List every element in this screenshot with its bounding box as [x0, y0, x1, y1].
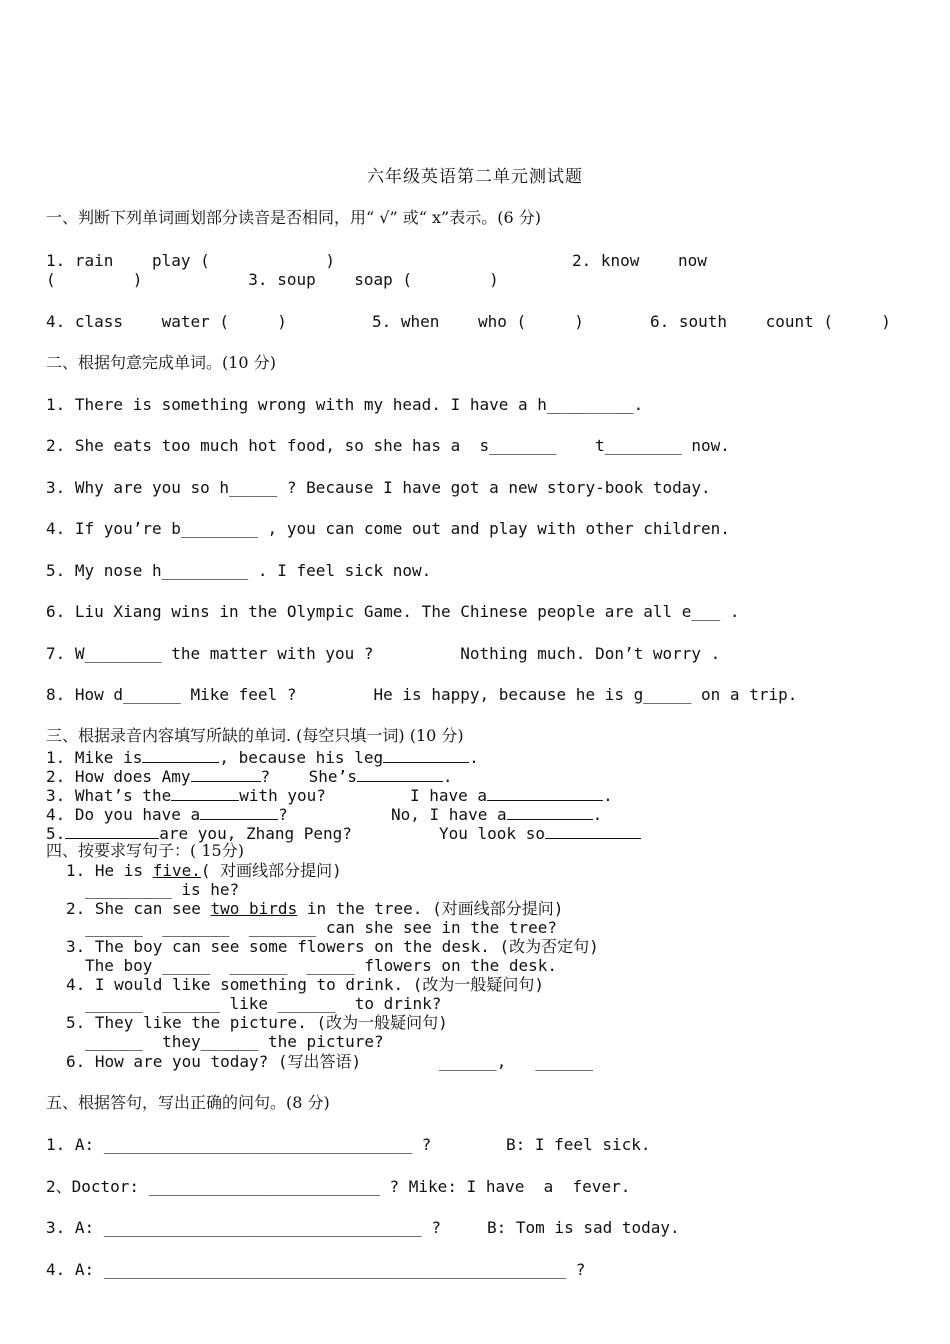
s3-l2-blank-2: [357, 765, 443, 782]
s4-answer-1: _________ is he?: [85, 880, 240, 899]
s4-question-2: [66, 899, 563, 919]
s3-l4-text-d: .: [592, 805, 603, 824]
s3-l4-text-b: ?: [278, 805, 288, 824]
s4-answer-3: The boy _____ ______ _____ flowers on the desk.: [85, 956, 558, 975]
s4-question-5: 5. They like the picture. (改为一般疑问句): [66, 1013, 448, 1032]
s3-l4-text-c: No, I have a: [391, 805, 507, 824]
s4-answer-6: ______, ______: [439, 1052, 594, 1071]
s3-l3-text-d: .: [603, 786, 613, 805]
s5-answer-1: B: I feel sick.: [506, 1135, 651, 1154]
s3-l3-text-a: 3. What’s the: [46, 786, 172, 805]
s3-l4-blank-1: [200, 803, 278, 820]
s2-question-5: 5. My nose h_________ . I feel sick now.: [46, 561, 432, 580]
s3-l3-text-c: I have a: [410, 786, 488, 805]
s3-l3-text-b: with you?: [239, 786, 326, 805]
section-1-heading: 一、判断下列单词画划部分读音是否相同，用“ √” 或“ x”表示。(6 分): [46, 208, 541, 227]
s3-l2-blank-1: [191, 765, 261, 782]
section-3-heading: 三、根据录音内容填写所缺的单词. (每空只填一词) (10 分): [46, 726, 464, 745]
s4-answer-4: ______ ______ like ______ to drink?: [85, 994, 442, 1013]
s3-l4-blank-2: [507, 803, 593, 820]
section-5-heading: 五、根据答句，写出正确的问句。(8 分): [46, 1093, 330, 1112]
s4-q1-text-a: 1. He is: [66, 861, 153, 880]
s4-answer-2: ______ _______ _______ can she see in the tree?: [85, 918, 558, 937]
s3-l5-blank-1: [65, 822, 159, 839]
s3-line-5-right: [439, 822, 641, 844]
s4-question-6: 6. How are you today? (写出答语): [66, 1052, 362, 1071]
s1-line2: ( ) 3. soup soap ( ): [46, 270, 499, 289]
s3-l2-text-a: 2. How does Amy: [46, 767, 191, 786]
s4-q2-text-a: 2. She can see: [66, 899, 211, 918]
page-title: 六年级英语第二单元测试题: [367, 167, 583, 187]
s4-answer-5: ______ they______ the picture?: [85, 1032, 384, 1051]
s2-question-1: 1. There is something wrong with my head. I have a h_________.: [46, 395, 644, 414]
s1-line3-b: 5. when who ( ): [372, 312, 584, 331]
s2-question-3: 3. Why are you so h_____ ? Because I have got a new story-book today.: [46, 478, 711, 497]
s5-question-1: 1. A: ________________________________ ?: [46, 1135, 432, 1154]
s3-l1-text-a: 1. Mike is: [46, 748, 143, 767]
s1-line1-left: 1. rain play ( ): [46, 251, 335, 270]
s3-l1-blank-1: [142, 746, 219, 763]
s5-question-4: 4. A: ________________________________________________ ?: [46, 1260, 586, 1279]
s3-l3-blank-2: [487, 784, 603, 801]
s2-question-8: 8. How d______ Mike feel ? He is happy, because he is g_____ on a trip.: [46, 685, 798, 704]
s2-question-7: 7. W________ the matter with you ? Nothing much. Don’t worry .: [46, 644, 721, 663]
s3-l5-text-a: 5.: [46, 824, 66, 843]
s3-l1-text-c: .: [469, 748, 479, 767]
s3-l2-text-c: .: [442, 767, 453, 786]
s5-answer-3: B: Tom is sad today.: [487, 1218, 680, 1237]
s1-line3-c: 6. south count ( ): [650, 312, 891, 331]
s1-line1-right: 2. know now: [572, 251, 707, 270]
s3-l1-text-b: , because his leg: [219, 748, 384, 767]
s4-q1-underlined: five.: [152, 861, 201, 880]
s2-question-4: 4. If you’re b________ , you can come out and play with other children.: [46, 519, 730, 538]
s2-question-2: 2. She eats too much hot food, so she has a s_______ t________ now.: [46, 436, 730, 455]
s4-question-4: 4. I would like something to drink. (改为一般疑问句): [66, 975, 545, 994]
section-2-heading: 二、根据句意完成单词。(10 分): [46, 353, 276, 372]
s3-l5-blank-2: [545, 822, 641, 839]
s4-question-1: [66, 861, 342, 881]
s3-l5-text-b: are you, Zhang Peng?: [159, 824, 352, 843]
s5-question-3: 3. A: _________________________________ ?: [46, 1218, 441, 1237]
s3-l5-text-c: You look so: [439, 824, 545, 843]
s1-line3-a: 4. class water ( ): [46, 312, 287, 331]
s5-question-2: 2、Doctor: ________________________ ? Mike: I have a fever.: [46, 1177, 631, 1196]
s4-q2-underlined: two birds: [210, 899, 298, 918]
s3-l1-blank-2: [383, 746, 469, 763]
s4-q2-text-b: in the tree. (对画线部分提问): [297, 899, 564, 918]
s4-question-3: 3. The boy can see some flowers on the desk. (改为否定句): [66, 937, 599, 956]
s3-l3-blank-1: [171, 784, 239, 801]
section-4-heading: 四、按要求写句子：( 15分): [46, 841, 244, 860]
s2-question-6: 6. Liu Xiang wins in the Olympic Game. The Chinese people are all e___ .: [46, 602, 740, 621]
s3-l4-text-a: 4. Do you have a: [46, 805, 201, 824]
s3-l2-text-b: ? She’s: [260, 767, 357, 786]
s4-q1-text-b: ( 对画线部分提问): [200, 861, 342, 880]
